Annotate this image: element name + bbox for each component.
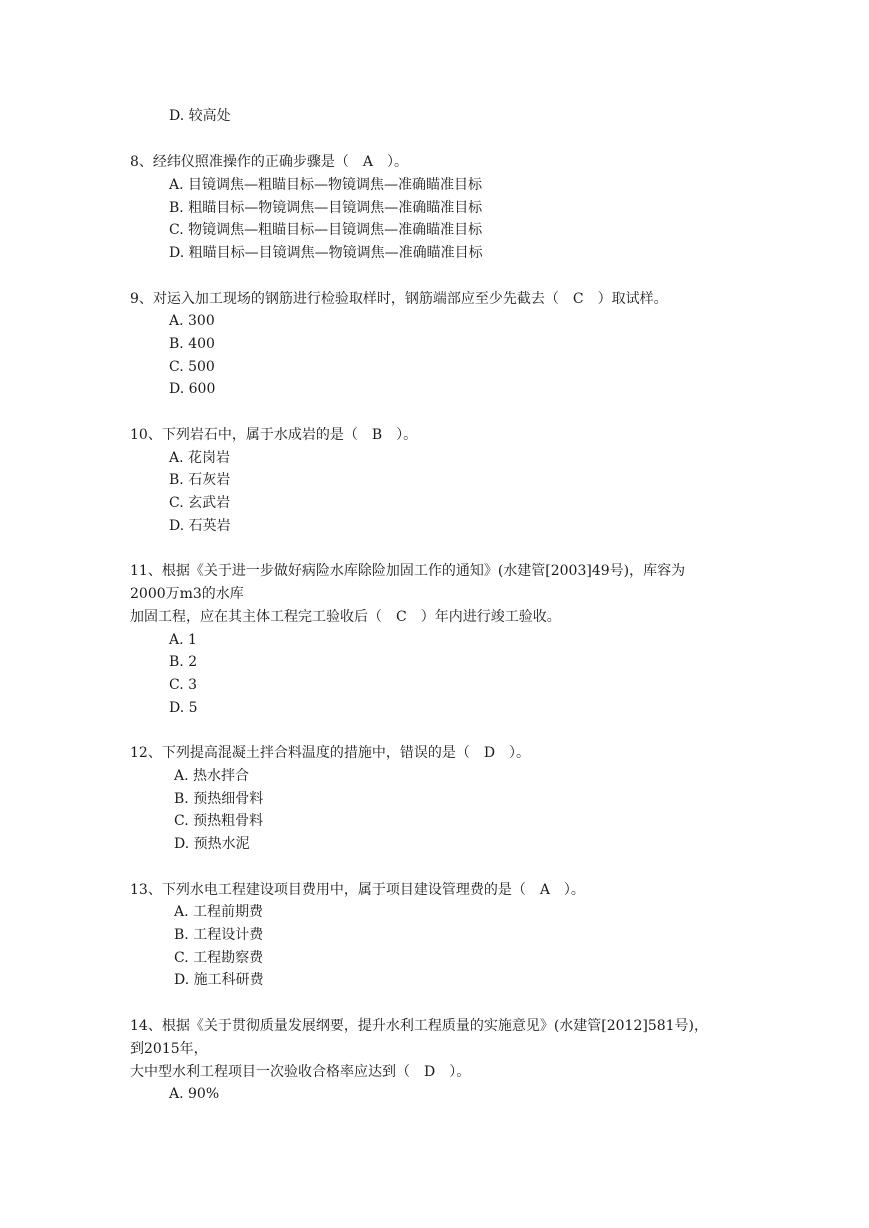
question-10-stem: 10、下列岩石中，属于水成岩的是（ B ）。 bbox=[130, 427, 418, 443]
question-13-option-b: B. 工程设计费 bbox=[174, 927, 264, 943]
question-9-stem: 9、对运入加工现场的钢筋进行检验取样时，钢筋端部应至少先截去（ C ）取试样。 bbox=[130, 291, 668, 307]
question-12-option-c: C. 预热粗骨料 bbox=[174, 813, 264, 829]
question-12-option-a: A. 热水拌合 bbox=[174, 768, 250, 784]
question-11-stem-line-2: 2000万m3的水库 bbox=[130, 586, 244, 602]
question-11-option-d: D. 5 bbox=[169, 700, 198, 716]
question-9-option-c: C. 500 bbox=[169, 359, 215, 375]
question-8-option-a: A. 目镜调焦—粗瞄目标—物镜调焦—准确瞄准目标 bbox=[169, 177, 483, 193]
question-11-stem-line-1: 11、根据《关于进一步做好病险水库除险加固工作的通知》(水建管[2003]49号)，库容为 bbox=[130, 563, 686, 579]
question-11-stem-line-3: 加固工程，应在其主体工程完工验收后（ C ）年内进行竣工验收。 bbox=[130, 609, 561, 625]
question-12-stem: 12、下列提高混凝土拌合料温度的措施中，错误的是（ D ）。 bbox=[130, 745, 531, 761]
question-13-option-a: A. 工程前期费 bbox=[174, 904, 264, 920]
question-9-option-d: D. 600 bbox=[169, 381, 216, 397]
question-13-option-c: C. 工程勘察费 bbox=[174, 950, 264, 966]
question-8-option-b: B. 粗瞄目标—物镜调焦—目镜调焦—准确瞄准目标 bbox=[169, 200, 483, 216]
question-11-option-a: A. 1 bbox=[169, 632, 197, 648]
question-10-option-b: B. 石灰岩 bbox=[169, 472, 231, 488]
question-11-option-c: C. 3 bbox=[169, 677, 198, 693]
question-12-option-d: D. 预热水泥 bbox=[174, 836, 250, 852]
question-12-option-b: B. 预热细骨料 bbox=[174, 791, 264, 807]
question-9-option-b: B. 400 bbox=[169, 336, 215, 352]
question-14-stem-line-3: 大中型水利工程项目一次验收合格率应达到（ D ）。 bbox=[130, 1064, 471, 1080]
question-13-option-d: D. 施工科研费 bbox=[174, 972, 264, 988]
question-14-option-a: A. 90% bbox=[169, 1086, 220, 1102]
question-10-option-a: A. 花岗岩 bbox=[169, 450, 231, 466]
question-11-option-b: B. 2 bbox=[169, 654, 198, 670]
question-8-option-c: C. 物镜调焦—粗瞄目标—目镜调焦—准确瞄准目标 bbox=[169, 222, 483, 238]
option-d-prev: D. 较高处 bbox=[169, 108, 231, 124]
question-13-stem: 13、下列水电工程建设项目费用中，属于项目建设管理费的是（ A ）。 bbox=[130, 882, 585, 898]
question-10-option-c: C. 玄武岩 bbox=[169, 495, 231, 511]
question-8-stem: 8、经纬仪照准操作的正确步骤是（ A ）。 bbox=[130, 154, 409, 170]
question-14-stem-line-2: 到2015年， bbox=[130, 1041, 208, 1057]
question-10-option-d: D. 石英岩 bbox=[169, 518, 231, 534]
question-8-option-d: D. 粗瞄目标—目镜调焦—物镜调焦—准确瞄准目标 bbox=[169, 245, 483, 261]
question-14-stem-line-1: 14、根据《关于贯彻质量发展纲要，提升水利工程质量的实施意见》(水建管[2012]581号)， bbox=[130, 1018, 709, 1034]
question-9-option-a: A. 300 bbox=[169, 313, 215, 329]
